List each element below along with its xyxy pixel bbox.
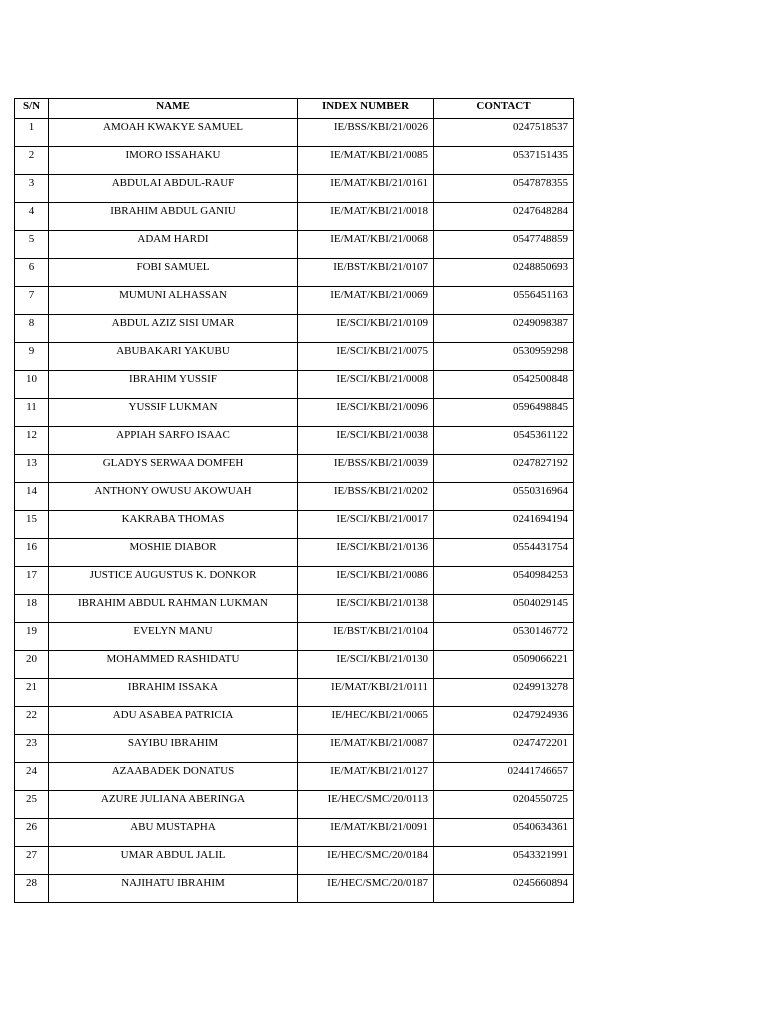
table-row xyxy=(15,623,574,651)
cell-sn: 2 xyxy=(15,147,49,175)
cell-index-number: IE/SCI/KBI/21/0038 xyxy=(298,427,434,455)
cell-contact: 0540634361 xyxy=(434,819,574,847)
cell-name: MOSHIE DIABOR xyxy=(49,539,298,567)
cell-contact: 0204550725 xyxy=(434,791,574,819)
cell-contact: 0247648284 xyxy=(434,203,574,231)
cell-contact: 0547748859 xyxy=(434,231,574,259)
cell-index-number: IE/MAT/KBI/21/0068 xyxy=(298,231,434,259)
header-sn: S/N xyxy=(15,99,49,119)
cell-contact: 0545361122 xyxy=(434,427,574,455)
cell-name: MUMUNI ALHASSAN xyxy=(49,287,298,315)
cell-sn: 3 xyxy=(15,175,49,203)
cell-contact: 0530146772 xyxy=(434,623,574,651)
cell-name: ANTHONY OWUSU AKOWUAH xyxy=(49,483,298,511)
cell-sn: 7 xyxy=(15,287,49,315)
table-row xyxy=(15,763,574,791)
cell-sn: 1 xyxy=(15,119,49,147)
table-row xyxy=(15,203,574,231)
cell-contact: 0530959298 xyxy=(434,343,574,371)
table-header xyxy=(15,99,574,119)
cell-index-number: IE/HEC/KBI/21/0065 xyxy=(298,707,434,735)
table-row xyxy=(15,455,574,483)
cell-contact: 0249098387 xyxy=(434,315,574,343)
cell-name: IMORO ISSAHAKU xyxy=(49,147,298,175)
cell-index-number: IE/BSS/KBI/21/0039 xyxy=(298,455,434,483)
cell-name: AZURE JULIANA ABERINGA xyxy=(49,791,298,819)
cell-index-number: IE/SCI/KBI/21/0136 xyxy=(298,539,434,567)
cell-name: AZAABADEK DONATUS xyxy=(49,763,298,791)
cell-index-number: IE/SCI/KBI/21/0086 xyxy=(298,567,434,595)
cell-name: ADU ASABEA PATRICIA xyxy=(49,707,298,735)
cell-sn: 10 xyxy=(15,371,49,399)
cell-index-number: IE/MAT/KBI/21/0091 xyxy=(298,819,434,847)
cell-sn: 18 xyxy=(15,595,49,623)
cell-name: ABU MUSTAPHA xyxy=(49,819,298,847)
table-row xyxy=(15,343,574,371)
table-row xyxy=(15,791,574,819)
cell-name: APPIAH SARFO ISAAC xyxy=(49,427,298,455)
table-row xyxy=(15,119,574,147)
cell-sn: 23 xyxy=(15,735,49,763)
cell-name: ABUBAKARI YAKUBU xyxy=(49,343,298,371)
table-row xyxy=(15,707,574,735)
cell-sn: 17 xyxy=(15,567,49,595)
cell-name: IBRAHIM ABDUL GANIU xyxy=(49,203,298,231)
cell-index-number: IE/MAT/KBI/21/0085 xyxy=(298,147,434,175)
cell-name: GLADYS SERWAA DOMFEH xyxy=(49,455,298,483)
cell-sn: 25 xyxy=(15,791,49,819)
cell-sn: 19 xyxy=(15,623,49,651)
cell-index-number: IE/HEC/SMC/20/0113 xyxy=(298,791,434,819)
cell-name: FOBI SAMUEL xyxy=(49,259,298,287)
cell-contact: 0247924936 xyxy=(434,707,574,735)
cell-name: SAYIBU IBRAHIM xyxy=(49,735,298,763)
cell-sn: 11 xyxy=(15,399,49,427)
cell-contact: 0543321991 xyxy=(434,847,574,875)
cell-index-number: IE/SCI/KBI/21/0130 xyxy=(298,651,434,679)
cell-sn: 16 xyxy=(15,539,49,567)
cell-contact: 02441746657 xyxy=(434,763,574,791)
cell-name: ABDULAI ABDUL-RAUF xyxy=(49,175,298,203)
cell-index-number: IE/SCI/KBI/21/0096 xyxy=(298,399,434,427)
header-index-number: INDEX NUMBER xyxy=(298,99,434,119)
cell-index-number: IE/MAT/KBI/21/0018 xyxy=(298,203,434,231)
cell-contact: 0247518537 xyxy=(434,119,574,147)
cell-index-number: IE/SCI/KBI/21/0138 xyxy=(298,595,434,623)
table-row xyxy=(15,819,574,847)
cell-sn: 14 xyxy=(15,483,49,511)
table-row xyxy=(15,427,574,455)
cell-index-number: IE/SCI/KBI/21/0075 xyxy=(298,343,434,371)
cell-index-number: IE/SCI/KBI/21/0109 xyxy=(298,315,434,343)
table-row xyxy=(15,651,574,679)
cell-sn: 5 xyxy=(15,231,49,259)
cell-index-number: IE/BST/KBI/21/0104 xyxy=(298,623,434,651)
cell-sn: 22 xyxy=(15,707,49,735)
table-row xyxy=(15,287,574,315)
cell-name: YUSSIF LUKMAN xyxy=(49,399,298,427)
cell-name: KAKRABA THOMAS xyxy=(49,511,298,539)
cell-contact: 0542500848 xyxy=(434,371,574,399)
cell-name: IBRAHIM ABDUL RAHMAN LUKMAN xyxy=(49,595,298,623)
table-row xyxy=(15,511,574,539)
cell-index-number: IE/BSS/KBI/21/0202 xyxy=(298,483,434,511)
cell-contact: 0247472201 xyxy=(434,735,574,763)
cell-name: UMAR ABDUL JALIL xyxy=(49,847,298,875)
cell-sn: 20 xyxy=(15,651,49,679)
cell-name: IBRAHIM YUSSIF xyxy=(49,371,298,399)
table-row xyxy=(15,371,574,399)
table-row xyxy=(15,147,574,175)
cell-contact: 0247827192 xyxy=(434,455,574,483)
table-row xyxy=(15,175,574,203)
cell-index-number: IE/MAT/KBI/21/0161 xyxy=(298,175,434,203)
cell-name: EVELYN MANU xyxy=(49,623,298,651)
cell-name: JUSTICE AUGUSTUS K. DONKOR xyxy=(49,567,298,595)
table-row xyxy=(15,259,574,287)
table-row xyxy=(15,231,574,259)
cell-contact: 0540984253 xyxy=(434,567,574,595)
header-name: NAME xyxy=(49,99,298,119)
table-row xyxy=(15,875,574,903)
table-row xyxy=(15,567,574,595)
cell-contact: 0554431754 xyxy=(434,539,574,567)
table-row xyxy=(15,483,574,511)
cell-sn: 24 xyxy=(15,763,49,791)
student-list-table xyxy=(14,98,574,903)
cell-contact: 0504029145 xyxy=(434,595,574,623)
cell-sn: 8 xyxy=(15,315,49,343)
cell-index-number: IE/MAT/KBI/21/0127 xyxy=(298,763,434,791)
cell-name: ABDUL AZIZ SISI UMAR xyxy=(49,315,298,343)
cell-index-number: IE/HEC/SMC/20/0184 xyxy=(298,847,434,875)
cell-sn: 21 xyxy=(15,679,49,707)
table-row xyxy=(15,679,574,707)
cell-index-number: IE/MAT/KBI/21/0111 xyxy=(298,679,434,707)
cell-sn: 27 xyxy=(15,847,49,875)
cell-contact: 0509066221 xyxy=(434,651,574,679)
cell-contact: 0249913278 xyxy=(434,679,574,707)
cell-name: AMOAH KWAKYE SAMUEL xyxy=(49,119,298,147)
cell-sn: 13 xyxy=(15,455,49,483)
cell-contact: 0596498845 xyxy=(434,399,574,427)
cell-contact: 0537151435 xyxy=(434,147,574,175)
table-row xyxy=(15,735,574,763)
cell-index-number: IE/MAT/KBI/21/0087 xyxy=(298,735,434,763)
table-row xyxy=(15,595,574,623)
cell-contact: 0241694194 xyxy=(434,511,574,539)
cell-name: NAJIHATU IBRAHIM xyxy=(49,875,298,903)
cell-contact: 0248850693 xyxy=(434,259,574,287)
cell-index-number: IE/SCI/KBI/21/0017 xyxy=(298,511,434,539)
cell-sn: 12 xyxy=(15,427,49,455)
cell-contact: 0547878355 xyxy=(434,175,574,203)
cell-index-number: IE/MAT/KBI/21/0069 xyxy=(298,287,434,315)
cell-contact: 0550316964 xyxy=(434,483,574,511)
cell-sn: 28 xyxy=(15,875,49,903)
header-row xyxy=(15,99,574,119)
table-row xyxy=(15,399,574,427)
cell-contact: 0245660894 xyxy=(434,875,574,903)
table-row xyxy=(15,315,574,343)
cell-name: IBRAHIM ISSAKA xyxy=(49,679,298,707)
cell-sn: 6 xyxy=(15,259,49,287)
cell-index-number: IE/BSS/KBI/21/0026 xyxy=(298,119,434,147)
table-body xyxy=(15,119,574,903)
cell-name: MOHAMMED RASHIDATU xyxy=(49,651,298,679)
table-row xyxy=(15,847,574,875)
header-contact: CONTACT xyxy=(434,99,574,119)
student-list-table-container xyxy=(14,98,573,903)
cell-index-number: IE/BST/KBI/21/0107 xyxy=(298,259,434,287)
cell-index-number: IE/SCI/KBI/21/0008 xyxy=(298,371,434,399)
cell-index-number: IE/HEC/SMC/20/0187 xyxy=(298,875,434,903)
cell-name: ADAM HARDI xyxy=(49,231,298,259)
cell-sn: 15 xyxy=(15,511,49,539)
cell-sn: 4 xyxy=(15,203,49,231)
cell-sn: 9 xyxy=(15,343,49,371)
table-row xyxy=(15,539,574,567)
cell-contact: 0556451163 xyxy=(434,287,574,315)
cell-sn: 26 xyxy=(15,819,49,847)
